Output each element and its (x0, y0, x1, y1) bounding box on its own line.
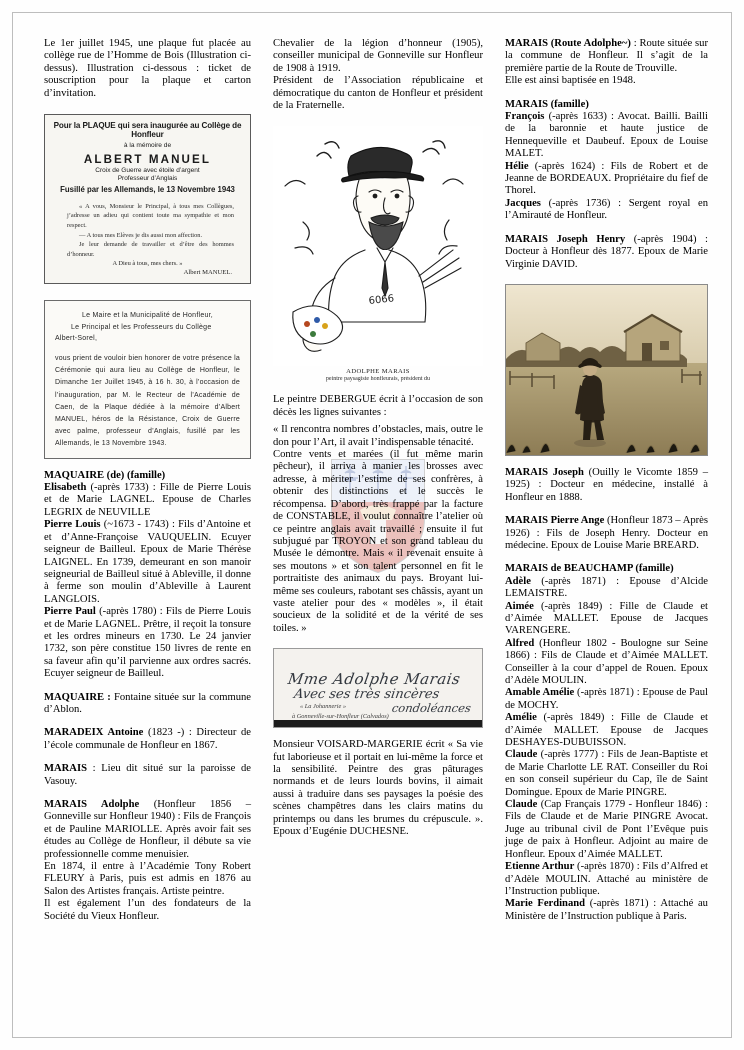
entry-paragraph: François (-après 1633) : Avocat. Bailli. Bailli de la baronnie et haute justice de Hennequeville et Daubeuf. Epoux de Louise MALET. (505, 111, 708, 160)
entry-marais-pierre-ange: MARAIS Pierre Ange (Honfleur 1873 – Après 1926) : Fils de Joseph Henry. Docteur en médecine. Epoux de Louise Marie BREARD. (505, 515, 708, 551)
right-column (505, 38, 708, 923)
entry-paragraph: Etienne Arthur (-après 1870) : Fils d’Alfred et d’Adèle MOULIN. Attaché au ministère de l’Instruction publique. (505, 861, 708, 897)
entry-paragraph: En 1874, il entre à l’Académie Tony Robert FLEURY à Paris, puis est admis en 1876 au Salon des Artistes français. Artiste peintre. (44, 861, 251, 897)
ticket-signature: Albert MANUEL. (183, 269, 232, 277)
entry-paragraph: Pierre Louis (~1673 - 1743) : Fils d’Antoine et et d’Anne-Françoise VAUQUELIN. Ecuyer seigneur de Bailleul. Epoux de Marie Thérèse LAIGNEL. En 1739, demeurant en son manoir seigneurial de Bailleul situé à Ableville, il donne à ferme son moulin d’Ableville à Laurent LANGLOIS. (44, 519, 251, 605)
caricature-illustration (273, 126, 483, 366)
intro-paragraph: Le 1er juillet 1945, une plaque fut placée au collège rue de l’Homme de Bois (Illustration ci-dessus). Illustration ci-dessous : ticket de souscription pour la plaque et carton d’invitation. (44, 38, 251, 99)
invitation-body: vous prient de vouloir bien honorer de votre présence la Cérémonie qui aura lieu au Collège de Honfleur, le Dimanche 1er Juillet 1945, à 16 h. 30, à l’occasion de l’inauguration, par M. le Recteur de l’Académie de Caen, de la Plaque dédiée à la mémoire d’Albert MANUEL, héros de la Résistance, Croix de Guerre avec palme, professeur d’Anglais, fusillé par les Allemands, le 13 Novembre 1943. (55, 355, 240, 447)
caricature-caption-name: ADOLPHE MARAIS (346, 368, 410, 376)
middle-text-body (273, 38, 483, 838)
voisard-margerie-paragraph: Monsieur VOISARD-MARGERIE écrit « Sa vie fut laborieuse et il portait en lui-même la force et la sensibilité. Peintre des gras pâturages normands et de leurs lourds bovins, il aimait aussi à traduire dans ses paysages la poésie des scènes champêtres dans les clairs matins du printemps ou dans les brumes du crépuscule. ». Epoux d’Eugénie DUCHESNE. (273, 739, 483, 837)
entry-paragraph: Elisabeth (-après 1733) : Fille de Pierre Louis et de Marie LAGNEL. Epouse de Charles LEGRIX de NEUVILLE (44, 482, 251, 518)
entry-paragraph: Claude (-après 1777) : Fils de Jean-Baptiste et de Marie Charlotte LE RAT. Conseiller du Roi en son conseil supérieur du Cap, île de Saint Domingue. Epoux de Marie PINGRE. (505, 749, 708, 798)
entry-marais-lieudit: MARAIS : Lieu dit situé sur la paroisse de Vasouy. (44, 763, 251, 787)
entry-heading-marais-famille: MARAIS (famille) (505, 98, 589, 110)
ticket-fate: Fusillé par les Allemands, le 13 Novembre 1943 (60, 185, 235, 195)
letterhead-hand-line-3: condoléances (390, 701, 473, 716)
svg-text:6066: 6066 (368, 293, 395, 308)
entry-paragraph: Amélie (-après 1849) : Fille de Claude et d’Aimée MALLET. Epouse de Jacques DESHAYES-DUBUISSON. (505, 712, 708, 749)
debergue-intro: Le peintre DEBERGUE écrit à l’occasion de son décès les lignes suivantes : (273, 394, 483, 418)
entry-heading-text: MAQUAIRE (de) (famille) (44, 469, 166, 481)
ticket-quote (67, 202, 234, 260)
debergue-quote-1: « Il rencontra nombres d’obstacles, mais, outre le don pour l’Art, il avait l’indispensable ténacité. (273, 424, 483, 448)
invitation-card-illustration (44, 300, 251, 458)
condolence-card-illustration (273, 648, 483, 728)
left-column (44, 38, 251, 923)
letterhead-printed-line-2: à Gonneville-sur-Honfleur (Calvados) (292, 713, 389, 721)
entry-marais-joseph-henry: MARAIS Joseph Henry (-après 1904) : Docteur à Honfleur dès 1877. Epoux de Marie Virginie DAVID. (505, 233, 708, 270)
ticket-quote-p2: — A tous mes Elèves je dis aussi mon affection. (79, 231, 203, 239)
caricature-caption-sub: peintre paysagiste honfleurais, président du (325, 376, 431, 383)
ticket-memory-line: à la mémoire de (123, 142, 172, 150)
photograph-illustration (505, 284, 708, 456)
entry-paragraph: Il est également l’un des fondateurs de la Société du Vieux Honfleur. (44, 898, 251, 922)
entry-paragraph: Elle est ainsi baptisée en 1948. (505, 75, 636, 87)
entry-paragraph: Claude (Cap Français 1779 - Honfleur 1846) : Fils de Claude et de Marie PINGRE Avocat. Juge au tribunal civil de Pont l’Evêque puis juge de paix à Honfleur. Adjoint au maire de Honfleur. Epoux d’Aimée MALLET. (505, 799, 708, 860)
ticket-quote-p3: Je leur demande de travailler et d’être des hommes d’honneur. (67, 241, 234, 258)
ticket-quote-p1: « A vous, Monsieur le Principal, à tous mes Collègues, j’adresse un adieu qui contient toute ma sympathie et mon respect. (67, 202, 234, 229)
ticket-quote-p4: A Dieu à tous, mes chers. » (112, 260, 183, 268)
letterhead-bottom-rule (274, 720, 482, 727)
entry-paragraph: Adèle (-après 1871) : Epouse d’Alcide LEMAISTRE. (505, 575, 708, 600)
middle-paragraph-1: Chevalier de la légion d’honneur (1905), conseiller municipal de Gonneville sur Honfleur de 1908 à 1919. (273, 38, 483, 74)
middle-paragraph-2: Président de l’Association républicaine et démocratique du canton de Honfleur et président de la Fraternelle. (273, 75, 483, 112)
debergue-quote-2: Contre vents et marées (il fut même marin pêcheur), il arriva à manier les brosses avec adresse, à mériter l’estime de ses confrères, à obtenir des distinctions et le succès le récompensa. D’abord, très frappé par la facture de CONSTABLE, il voulut connaître l’atelier où ce peintre anglais avait travaillé ; ensuite il fut subjugué par TROYON et son grand tableau du Musée le démontre. Mais « il revenait ensuite à ses moutons » et son talent personnel en fit le portraitiste des animaux du pays. Broyant lui-même ses couleurs, rabotant ses châssis, ayant un vaste atelier pour des « modèles », il était soucieux de la solidité et de la vérité de ses toiles. » (273, 449, 483, 634)
ticket-decoration: Croix de Guerre avec étoile d’argent (95, 166, 200, 174)
invitation-line-3: Albert-Sorel, (55, 335, 98, 343)
entry-paragraph: Jacques (-après 1736) : Sergent royal en l’Amirauté de Honfleur. (505, 197, 708, 222)
entry-paragraph: Marie Ferdinand (-après 1871) : Attaché au Ministère de l’Instruction publique à Paris. (505, 898, 708, 922)
entry-maradeix-antoine: MARADEIX Antoine (1823 -) : Directeur de l’école communale de Honfleur en 1867. (44, 727, 251, 751)
entry-marais-joseph: MARAIS Joseph (Ouilly le Vicomte 1859 – 1925) : Docteur en médecine, installé à Honfleur en 1888. (505, 466, 708, 503)
invitation-line-1: Le Maire et la Municipalité de Honfleur, (81, 312, 213, 320)
letterhead-hand-line-1: Mme Adolphe Marais (286, 670, 462, 689)
middle-column (273, 38, 483, 838)
entry-paragraph: Pierre Paul (-après 1780) : Fils de Pierre Louis et de Marie LAGNEL. Prêtre, il reçoit la tonsure et les ordres mineurs en 1730. Le 24 janvier 1732, son père constitue 150 livres de rente en sa faveur afin qu’il parvienne aux ordres sacrés. Ecuyer seigneur de Bailleul. (44, 606, 251, 680)
entry-maquaire-fontaine: MAQUAIRE : Fontaine située sur la commune d’Ablon. (44, 691, 251, 715)
entry-paragraph: Aimée (-après 1849) : Fille de Claude et d’Aimée MALLET. Epouse de Jacques VARENGERE. (505, 600, 708, 637)
left-entries (44, 470, 251, 923)
ticket-headline: Pour la PLAQUE qui sera inaugurée au Collège de Honfleur (53, 121, 242, 140)
subscription-ticket-illustration (44, 114, 251, 284)
entry-paragraph: Hélie (-après 1624) : Fils de Robert et de Jeanne de BORDEAUX. Propriétaire du fief de Thorel. (505, 160, 708, 197)
entry-heading-maquaire-famille (44, 470, 251, 482)
entry-paragraph: Amable Amélie (-après 1871) : Epouse de Paul de MOCHY. (505, 687, 708, 711)
ticket-role: Professeur d’Anglais (117, 174, 178, 182)
letterhead-hand-line-2: Avec ses très sincères (292, 687, 441, 703)
entry-marais-adolphe: MARAIS Adolphe (Honfleur 1856 – Gonneville sur Honfleur 1940) : Fils de François et de Pauline MARIOLLE. Après avoir fait ses études au Collège de Honfleur, il débute sa vie professionnelle comme menuisier. (44, 799, 251, 860)
entry-marais-route-adolphe: MARAIS (Route Adolphe~) : Route située sur la commune de Honfleur. Il s’agit de la première partie de la Route de Trouville. (505, 38, 709, 74)
entry-heading-marais-beauchamp: MARAIS de BEAUCHAMP (famille) (505, 563, 674, 575)
three-column-layout (44, 38, 708, 978)
caricature-caption (273, 368, 483, 383)
invitation-line-2: Le Principal et les Professeurs du Collège (71, 323, 212, 331)
ticket-honoree-name: ALBERT MANUEL (83, 152, 212, 166)
entry-paragraph: Alfred (Honfleur 1802 - Boulogne sur Seine 1866) : Fils de Claude et d’Aimée MALLET. Conseiller à la cour d’appel de Rouen. Epoux d’Adèle MOULIN. (505, 637, 708, 686)
letterhead-printed-line-1: « La Johannerie » (300, 703, 346, 711)
